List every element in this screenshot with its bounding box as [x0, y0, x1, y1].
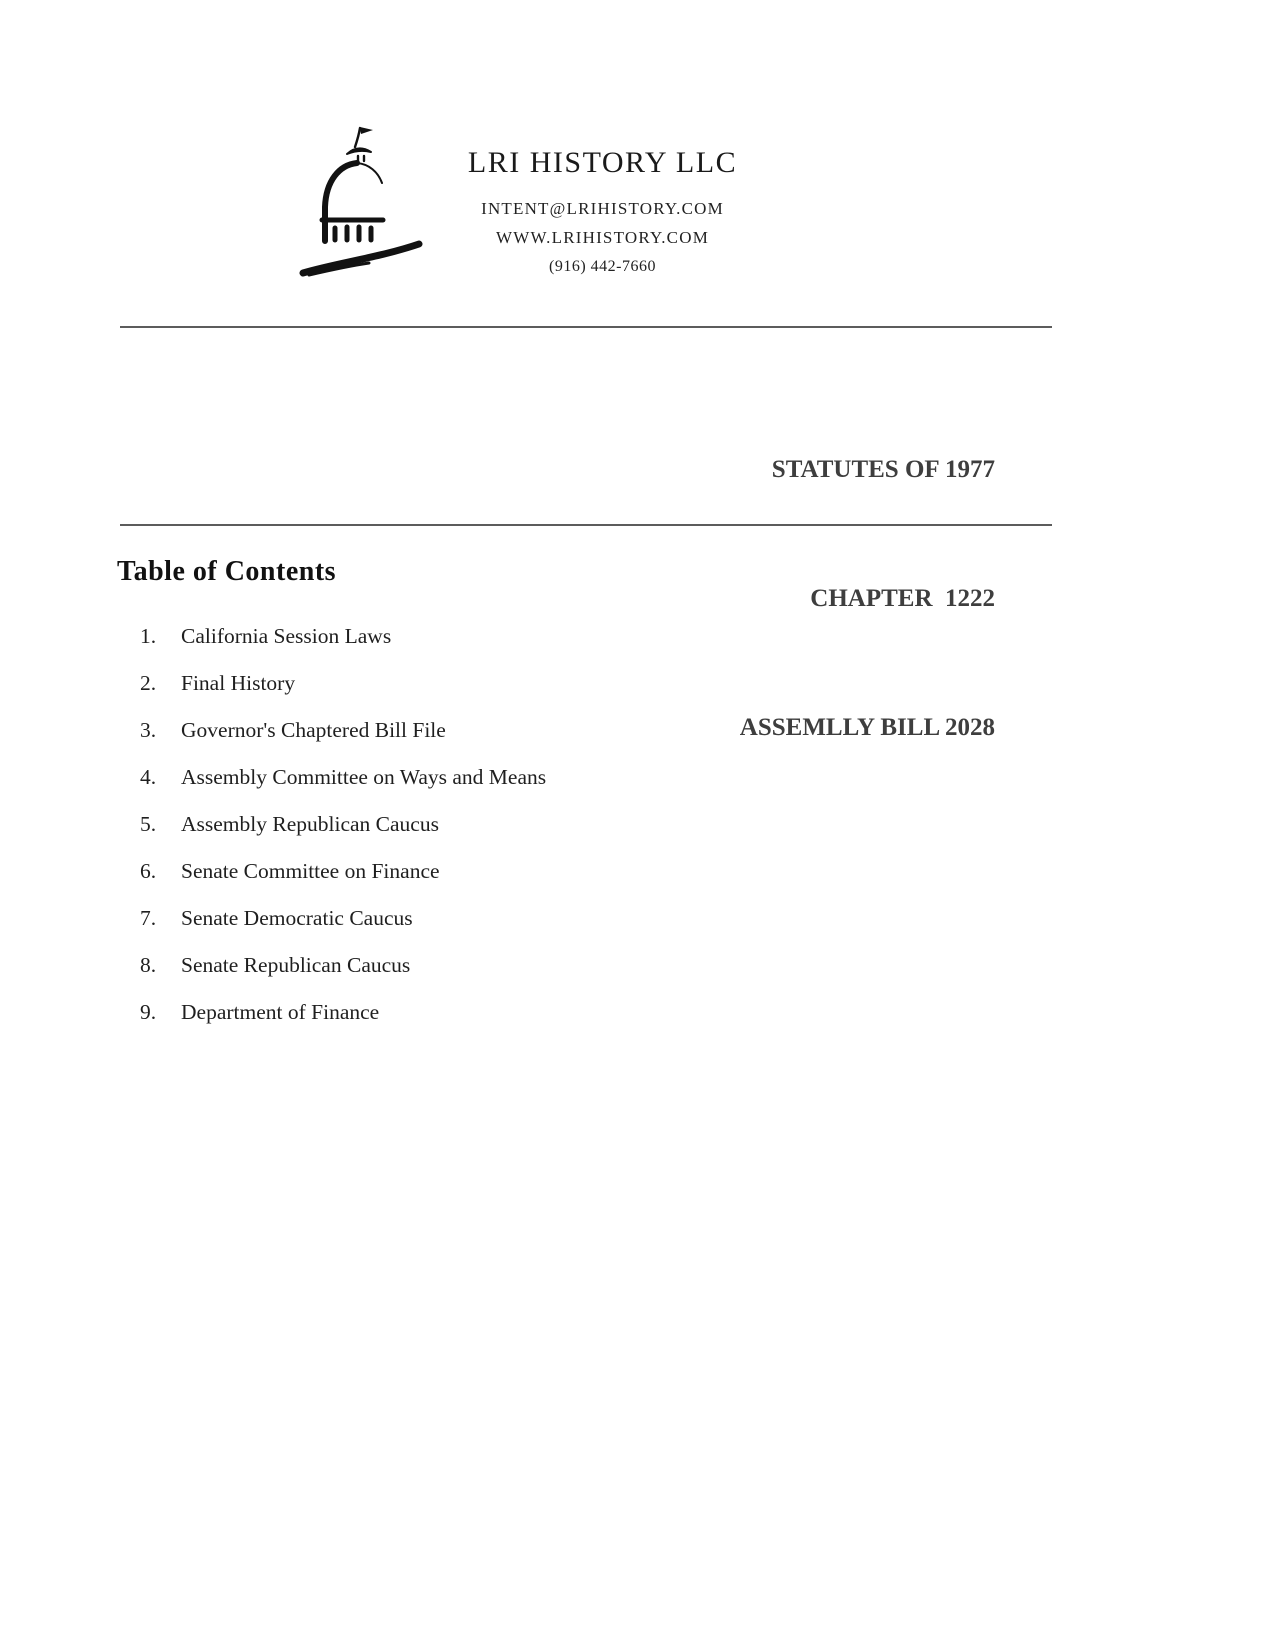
- assembly-bill-line: ASSEMLLY BILL 2028: [739, 714, 995, 741]
- toc-item: [140, 953, 840, 1000]
- toc-item-label: Assembly Committee on Ways and Means: [181, 765, 547, 789]
- toc-item: [140, 906, 840, 953]
- toc-item-label: Governor's Chaptered Bill File: [181, 718, 446, 742]
- chapter-line: CHAPTER 1222: [810, 585, 995, 612]
- company-phone: (916) 442-7660: [549, 258, 656, 275]
- toc-item-number: 5.: [140, 812, 157, 836]
- toc-item-label: Senate Committee on Finance: [181, 859, 440, 883]
- letterhead: [430, 146, 775, 281]
- toc-item-number: 7.: [140, 906, 157, 930]
- divider-bottom: [120, 524, 1052, 526]
- toc-item-number: 8.: [140, 953, 157, 977]
- toc-item: [140, 671, 840, 718]
- company-name: LRI HISTORY LLC: [467, 146, 738, 179]
- toc-item: [140, 765, 840, 812]
- toc-item-label: Senate Republican Caucus: [181, 953, 411, 977]
- toc-item-number: 6.: [140, 859, 157, 883]
- toc-item: [140, 624, 840, 671]
- toc-item-number: 1.: [140, 624, 157, 648]
- capitol-logo-icon: [295, 122, 435, 284]
- toc-item: [140, 1000, 840, 1047]
- toc-item: [140, 812, 840, 859]
- toc-item-number: 9.: [140, 1000, 157, 1024]
- toc-item-label: California Session Laws: [181, 624, 392, 648]
- toc-item-number: 4.: [140, 765, 157, 789]
- toc-item-number: 2.: [140, 671, 157, 695]
- divider-top: [120, 326, 1052, 328]
- toc-list: [140, 624, 840, 1047]
- company-website: WWW.LRIHISTORY.COM: [495, 228, 710, 247]
- toc-item-label: Assembly Republican Caucus: [181, 812, 439, 836]
- toc-item-label: Final History: [181, 671, 296, 695]
- toc-item-label: Department of Finance: [181, 1000, 380, 1024]
- toc-item: [140, 718, 840, 765]
- toc-item-label: Senate Democratic Caucus: [181, 906, 413, 930]
- statutes-line: STATUTES OF 1977: [771, 456, 995, 483]
- company-email: INTENT@LRIHISTORY.COM: [481, 199, 724, 218]
- toc-item-number: 3.: [140, 718, 157, 742]
- toc-item: [140, 859, 840, 906]
- toc-heading: Table of Contents: [117, 556, 337, 587]
